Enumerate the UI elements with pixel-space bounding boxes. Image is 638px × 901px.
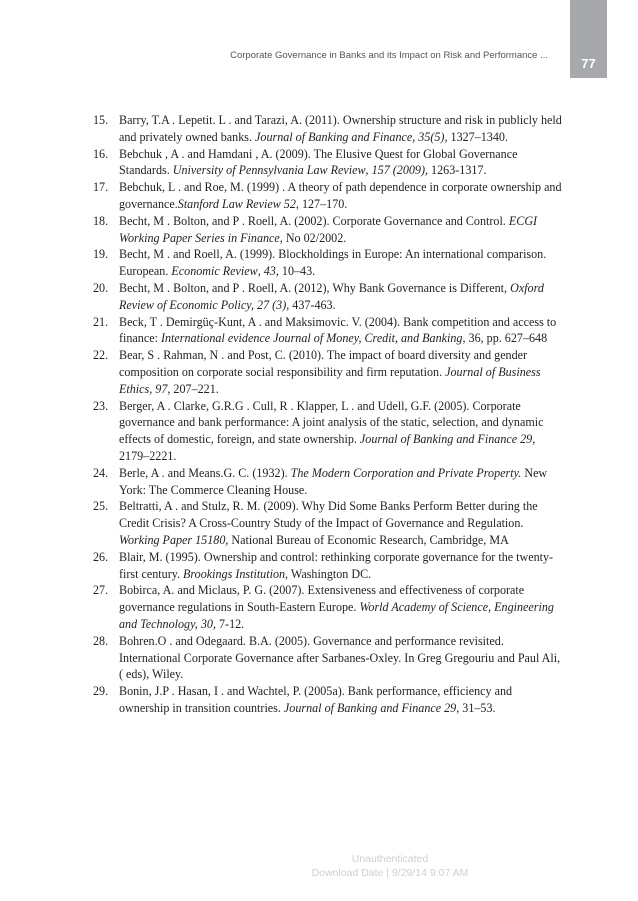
reference-number: 17. [93,180,109,195]
reference-item [93,280,563,314]
reference-text [119,634,560,682]
reference-item [93,498,563,548]
reference-segment: Becht, M . Bolton, and P . Roell, A. (2012), Why Bank Governance is Different, [119,280,511,295]
reference-segment: Becht, M . Bolton, and P . Roell, A. (2002). Corporate Governance and Control. [119,213,509,228]
page-number: 77 [581,56,596,71]
reference-italic-segment: 43 [263,264,276,279]
reference-italic-segment: ECGI Working Paper Series in Finance, [119,213,538,245]
reference-number: 25. [93,499,109,514]
reference-text [119,214,537,245]
reference-segment: Beck, T . Demirgüç-Kunt, A . and Maksimovic. V. (2004). Bank competition and access to finance: [119,314,557,346]
reference-text [119,399,544,463]
reference-number: 24. [93,465,109,480]
reference-segment: Bebchuk, L . and Roe, M. (1999) . A theory of path dependence in corporate ownership and governance. [119,180,562,211]
reference-segment: Bonin, J.P . Hasan, I . and Wachtel, P. (2005a). Bank performance, efficiency and ownership in transition countries. [119,684,513,715]
reference-text [119,466,547,497]
reference-item [93,347,563,397]
reference-italic-segment: Stanford Law Review 52 [177,196,296,211]
reference-italic-segment: International evidence Journal of Money, Credit, and Banking [160,331,463,346]
reference-italic-segment: Journal of Business Ethics, 97, [119,364,541,396]
reference-segment: Bear, S . Rahman, N . and Post, C. (2010). The impact of board diversity and gender composition on corporate social responsibility and firm reputation. [119,348,528,379]
reference-segment: Washington DC. [288,566,372,581]
reference-italic-segment: Economic Review [171,264,258,279]
reference-text [119,281,544,312]
reference-segment: 1327–1340. [447,129,508,144]
reference-segment: 437-463. [289,297,336,312]
reference-item [93,213,563,247]
reference-text [119,315,556,346]
reference-italic-segment: Journal of Banking and Finance 29, [359,432,536,447]
reference-italic-segment: The Modern Corporation and Private Property. [290,465,522,480]
reference-number: 28. [93,633,109,648]
reference-segment: Beltratti, A . and Stulz, R. M. (2009). Why Did Some Banks Perform Better during the Credit Crisis? A Cross-Country Study of the Impact of Governance and Regulation. [119,499,538,531]
reference-italic-segment: Journal of Banking and Finance 29 [283,700,457,715]
reference-list [93,112,563,717]
reference-segment: New York: The Commerce Cleaning House. [119,465,548,497]
running-header-title: Corporate Governance in Banks and its Impact on Risk and Performance ... [230,50,548,61]
reference-segment: , 36, pp. 627–648 [462,331,548,346]
reference-item [93,549,563,583]
reference-segment: 7-12. [215,616,245,631]
reference-segment: Barry, T.A . Lepetit. L . and Tarazi, A. (2011). Ownership structure and risk in publicly held and privately owned banks. [119,113,562,144]
reference-item [93,146,563,180]
reference-number: 20. [93,280,109,295]
reference-item [93,246,563,280]
reference-number: 29. [93,684,109,699]
reference-italic-segment: Journal of Banking and Finance, 35(5), [255,129,448,144]
reference-segment: , 127–170. [295,196,348,211]
reference-italic-segment: Oxford Review of Economic Policy, 27 (3), [119,280,544,312]
reference-segment: , [365,163,372,178]
reference-item [93,582,563,632]
reference-item [93,465,563,499]
reference-number: 22. [93,348,109,363]
reference-italic-segment: World Academy of Science, Engineering and Technology, 30, [119,600,554,631]
reference-segment: 207–221. [170,381,219,396]
reference-number: 21. [93,314,109,329]
reference-text [119,147,517,178]
reference-italic-segment: Working Paper 15180, [119,532,229,547]
reference-number: 27. [93,583,109,598]
reference-item [93,683,563,717]
reference-segment: Bobirca, A. and Miclaus, P. G. (2007). Extensiveness and effectiveness of corporate governance regulations in South-Eastern Europe. [119,583,525,615]
reference-text [119,550,553,581]
watermark-line-2: Download Date | 9/29/14 9:07 AM [311,867,469,879]
download-watermark [280,852,500,880]
reference-text [119,583,554,631]
reference-text [119,247,546,278]
reference-text [119,180,562,211]
reference-number: 15. [93,113,109,127]
reference-number: 16. [93,146,109,161]
reference-segment: , 31–53. [456,700,496,715]
reference-number: 18. [93,213,109,228]
reference-segment: Becht, M . and Roell, A. (1999). Blockholdings in Europe: An international comparison. European. [119,247,547,279]
reference-segment: , [257,264,264,279]
reference-segment: Berle, A . and Means.G. C. (1932). [119,465,291,480]
reference-text [119,348,541,396]
reference-number: 23. [93,398,109,413]
reference-segment: , 10–43. [275,264,316,279]
reference-text [119,499,538,547]
reference-number: 26. [93,549,109,564]
reference-italic-segment: Brookings Institution, [183,566,289,581]
watermark-line-1: Unauthenticated [351,853,429,865]
reference-segment: Berger, A . Clarke, G.R.G . Cull, R . Klapper, L . and Udell, G.F. (2005). Corporate governance and bank performance: A joint analysis of the static, selection, and dynamic effects of domestic, foreign, and state ownership. [119,398,544,447]
reference-text [119,113,562,144]
reference-item [93,112,563,146]
reference-segment: Bohren.O . and Odegaard. B.A. (2005). Governance and performance revisited. International Corporate Governance after Sarbanes-Oxley. In Greg Gregouriu and Paul Ali, ( eds), Wiley. [119,633,561,682]
reference-segment: Bebchuk , A . and Hamdani , A. (2009). The Elusive Quest for Global Governance Standards. [119,146,518,178]
reference-item [93,179,563,213]
reference-segment: No 02/2002. [282,230,347,245]
page-number-tab [570,0,607,78]
reference-segment: 2179–2221. [119,448,177,463]
reference-item [93,314,563,348]
reference-italic-segment: University of Pennsylvania Law Review [172,163,366,178]
reference-segment: Blair, M. (1995). Ownership and control: rethinking corporate governance for the twenty-first century. [119,549,554,581]
reference-segment: 1263-1317. [428,163,487,178]
reference-text [119,684,512,715]
reference-segment: National Bureau of Economic Research, Cambridge, MA [228,532,509,547]
reference-italic-segment: 157 (2009), [371,163,429,178]
reference-item [93,633,563,683]
reference-item [93,398,563,465]
reference-number: 19. [93,247,109,262]
